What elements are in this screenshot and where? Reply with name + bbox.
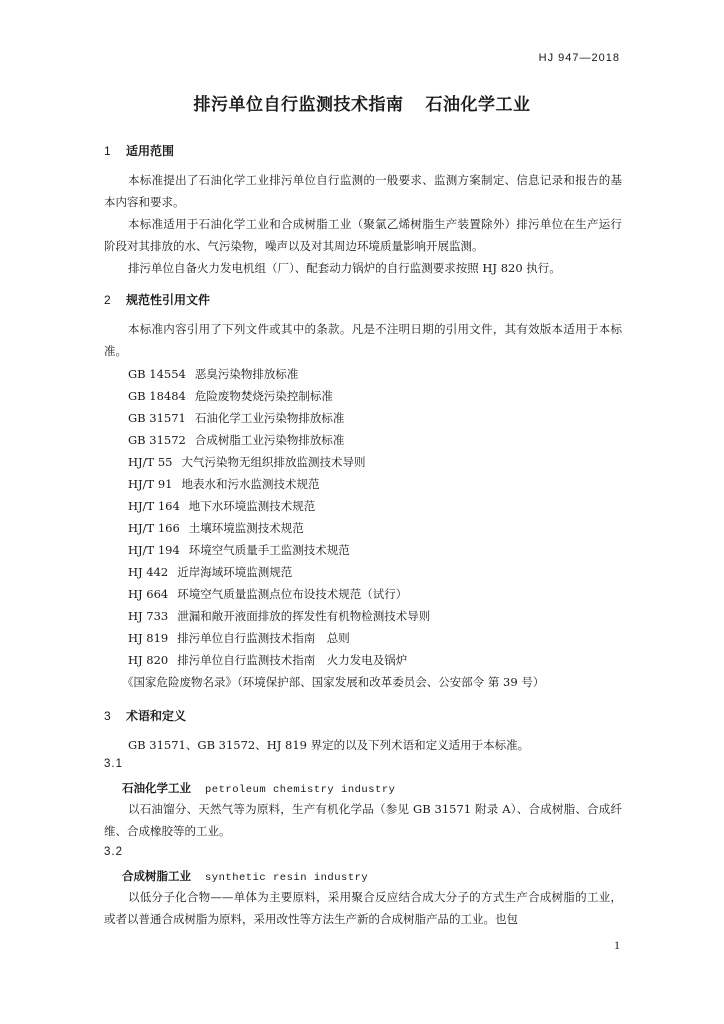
reference-code: HJ/T 194 bbox=[128, 543, 180, 557]
term-heading bbox=[122, 868, 368, 884]
title-main: 排污单位自行监测技术指南 bbox=[193, 95, 404, 115]
reference-name: 地表水和污水监测技术规范 bbox=[181, 477, 320, 491]
reference-name: 泄漏和敞开液面排放的挥发性有机物检测技术导则 bbox=[177, 609, 431, 623]
reference-name: 环境空气质量手工监测技术规范 bbox=[188, 543, 350, 557]
reference-item bbox=[128, 498, 315, 514]
section-title: 规范性引用文件 bbox=[126, 293, 211, 307]
reference-name: 环境空气质量监测点位布设技术规范（试行） bbox=[177, 587, 408, 601]
reference-item bbox=[128, 476, 319, 492]
reference-code: HJ/T 164 bbox=[128, 499, 180, 513]
reference-name: 大气污染物无组织排放监测技术导则 bbox=[181, 455, 366, 469]
reference-item bbox=[128, 454, 365, 470]
section-3-heading bbox=[104, 707, 186, 724]
title-sub: 石油化学工业 bbox=[425, 95, 531, 115]
section-number: 3 bbox=[104, 709, 111, 723]
reference-name: 排污单位自行监测技术指南 总则 bbox=[177, 631, 350, 645]
reference-code: GB 14554 bbox=[128, 367, 186, 381]
reference-item bbox=[128, 520, 304, 536]
reference-item bbox=[128, 652, 407, 668]
term-definition: 以低分子化合物——单体为主要原料，采用聚合反应结合成大分子的方式生产合成树脂的工业，或者以普通合成树脂为原料，采用改性等方法生产新的合成树脂产品的工业。也包 bbox=[104, 890, 622, 926]
term-number: 3.2 bbox=[104, 846, 123, 858]
reference-code: HJ/T 91 bbox=[128, 477, 173, 491]
reference-item bbox=[128, 564, 292, 580]
reference-name: 排污单位自行监测技术指南 火力发电及锅炉 bbox=[177, 653, 408, 667]
reference-name: 近岸海域环境监测规范 bbox=[177, 565, 293, 579]
section-2-intro: 本标准内容引用了下列文件或其中的条款。凡是不注明日期的引用文件，其有效版本适用于本标准。 bbox=[104, 322, 622, 358]
section-number: 1 bbox=[104, 144, 111, 158]
term-chinese: 合成树脂工业 bbox=[122, 869, 191, 883]
reference-name: 恶臭污染物排放标准 bbox=[194, 367, 299, 381]
reference-code: GB 31572 bbox=[128, 433, 186, 447]
reference-code: GB 31571 bbox=[128, 411, 186, 425]
reference-name: 危险废物焚烧污染控制标准 bbox=[194, 389, 333, 403]
section-number: 2 bbox=[104, 293, 111, 307]
section-2-heading bbox=[104, 291, 210, 308]
reference-item bbox=[128, 630, 350, 646]
reference-item bbox=[128, 388, 333, 404]
standard-code: HJ 947—2018 bbox=[538, 52, 620, 64]
page-number: 1 bbox=[614, 938, 620, 952]
reference-code: HJ 733 bbox=[128, 609, 169, 623]
reference-code: HJ 664 bbox=[128, 587, 169, 601]
reference-code: HJ 820 bbox=[128, 653, 169, 667]
section-3-intro: GB 31571、GB 31572、HJ 819 界定的以及下列术语和定义适用于本标准。 bbox=[128, 738, 530, 752]
reference-code: GB 18484 bbox=[128, 389, 186, 403]
reference-item-catalogue: 《国家危险废物名录》（环境保护部、国家发展和改革委员会、公安部令 第 39 号） bbox=[122, 675, 545, 689]
section-1-paragraph-3: 排污单位自备火力发电机组（厂）、配套动力锅炉的自行监测要求按照 HJ 820 执行。 bbox=[128, 261, 561, 275]
term-definition: 以石油馏分、天然气等为原料，生产有机化学品（参见 GB 31571 附录 A）、合成树脂、合成纤维、合成橡胶等的工业。 bbox=[104, 802, 622, 838]
section-title: 适用范围 bbox=[126, 144, 175, 158]
reference-code: HJ 819 bbox=[128, 631, 169, 645]
document-title bbox=[0, 90, 724, 115]
section-1-heading bbox=[104, 142, 174, 159]
reference-code: HJ/T 55 bbox=[128, 455, 173, 469]
reference-name: 合成树脂工业污染物排放标准 bbox=[194, 433, 345, 447]
term-english: synthetic resin industry bbox=[205, 872, 369, 884]
term-number: 3.1 bbox=[104, 758, 123, 770]
reference-item bbox=[128, 410, 344, 426]
reference-item bbox=[128, 608, 430, 624]
reference-code: HJ/T 166 bbox=[128, 521, 180, 535]
reference-item bbox=[128, 586, 407, 602]
section-1-paragraph-2: 本标准适用于石油化学工业和合成树脂工业（聚氯乙烯树脂生产装置除外）排污单位在生产运行阶段对其排放的水、气污染物，噪声以及对其周边环境质量影响开展监测。 bbox=[104, 217, 622, 253]
term-english: petroleum chemistry industry bbox=[205, 784, 396, 796]
reference-name: 土壤环境监测技术规范 bbox=[188, 521, 304, 535]
reference-item bbox=[128, 432, 344, 448]
term-chinese: 石油化学工业 bbox=[122, 781, 191, 795]
reference-item bbox=[128, 542, 350, 558]
section-1-paragraph-1: 本标准提出了石油化学工业排污单位自行监测的一般要求、监测方案制定、信息记录和报告的基本内容和要求。 bbox=[104, 173, 622, 209]
reference-code: HJ 442 bbox=[128, 565, 169, 579]
reference-item bbox=[128, 366, 298, 382]
term-heading bbox=[122, 780, 395, 796]
section-title: 术语和定义 bbox=[126, 709, 187, 723]
reference-name: 地下水环境监测技术规范 bbox=[188, 499, 316, 513]
reference-name: 石油化学工业污染物排放标准 bbox=[194, 411, 345, 425]
